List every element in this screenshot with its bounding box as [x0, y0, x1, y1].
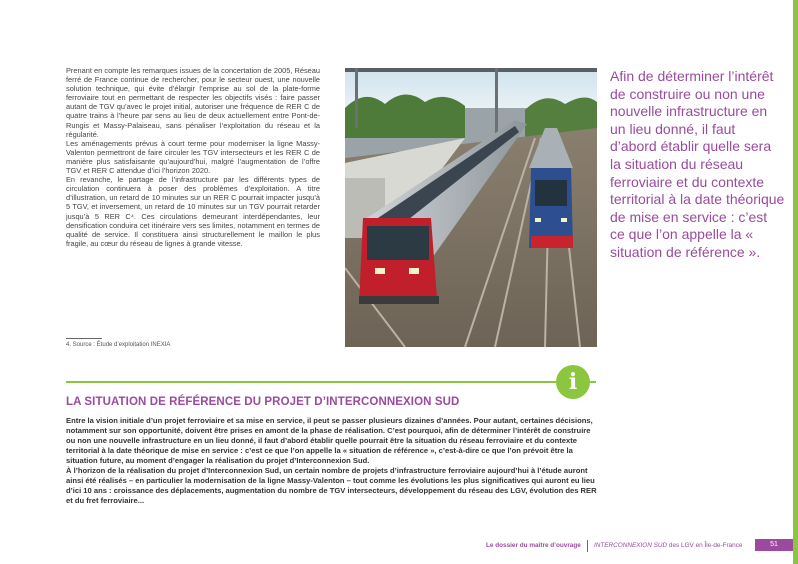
train-photo	[345, 68, 597, 347]
footer-label: Le dossier du maître d’ouvrage	[486, 542, 581, 549]
info-icon-glyph: i	[568, 369, 578, 395]
footnote-divider	[66, 338, 102, 339]
footer-separator	[587, 540, 588, 552]
section-body	[66, 416, 598, 506]
pullquote: Afin de déterminer l’intérêt de construire ou non une nouvelle infrastructure en un lieu donné, il faut d’abord établir quelle sera la situation du réseau ferroviaire et du contexte territorial à la date théorique de mise en service : c’est ce que l’on appelle la « situation de référence ».	[610, 68, 785, 260]
footer-title-italic: INTERCONNEXION SUD	[594, 542, 668, 549]
section-paragraph: À l’horizon de la réalisation du projet d’Interconnexion Sud, un certain nombre de projets d’infrastructure ferroviaire aujourd’hui à l’étude auront ainsi été réalisés – en particulier la modernisation de la ligne Massy-Valenton – tout comme les évolutions les plus significatives qui auront eu lieu d’ici 10 ans : croissance des déplacements, augmentation du nombre de TGV intersecteurs, développement du réseau des LGV, évolution des RER et du fret ferroviaire...	[66, 466, 597, 505]
page-edge-accent-bar	[793, 0, 798, 564]
section-paragraph: Entre la vision initiale d’un projet ferroviaire et sa mise en service, il peut se passer plusieurs dizaines d’années. Pour autant, certaines décisions, notamment sur son opportunité, doivent être prises en amont de la phase de réalisation. C’est pourquoi, afin de déterminer l’intérêt de construire ou non une nouvelle infrastructure en un lieu donné, il faut d’abord établir quelle pourrait être la situation du réseau ferroviaire et du contexte territorial à la date théorique de mise en service : c’est ce que l’on appelle la « situation de référence », c’est-à-dire ce que l’on prévoit être la situation future, au moment d’engager la réalisation du projet d’Interconnexion Sud.	[66, 416, 593, 465]
body-paragraph: Les aménagements prévus à court terme pour moderniser la ligne Massy-Valenton permettront de faire circuler les TGV intersecteurs et les RER C de manière plus satisfaisante qu’aujourd’hui, malgré l’augmentation de l’offre TGV et RER C attendue d’ici l’horizon 2020.	[66, 138, 320, 176]
info-icon	[556, 365, 590, 399]
footnote: 4. Source : Étude d’exploitation INEXIA	[66, 342, 171, 348]
section-divider	[66, 381, 596, 383]
body-paragraph: En revanche, le partage de l’infrastructure par les différents types de circulation continuera à poser des problèmes d’exploitation. A titre d’illustration, un retard de 10 minutes sur un RER C pourrait impacter jusqu’à 5 TGV, et inversement, un retard de 10 minutes sur un TGV pourrait retarder jusqu’à 5 RER C⁴. Ces circulations demeurant interdépendantes, leur densification conduira cet itinéraire vers ses limites, notamment en termes de qualité de service. Il constituera ainsi structurellement le maillon le plus fragile, au cœur du réseau de lignes à grande vitesse.	[66, 175, 320, 248]
footer-title	[594, 542, 742, 549]
body-paragraph: Prenant en compte les remarques issues de la concertation de 2005, Réseau ferré de France continue de rechercher, pour le secteur ouest, une nouvelle solution technique, qui évite d’élargir l’emprise au sol de la plate-forme ferroviaire tout en permettant de respecter les objectifs visés : faire passer autant de TGV qu’avec le projet initial, autoriser une fréquence de RER C de quatre trains à l’heure par sens au lieu de deux actuellement entre Pont-de-Rungis et Massy-Palaiseau, sans pénaliser l’exploitation du réseau et la régularité.	[66, 66, 320, 139]
page-footer	[0, 539, 793, 553]
page-number: 51	[755, 539, 793, 551]
section-title: LA SITUATION DE RÉFÉRENCE DU PROJET D’INTERCONNEXION SUD	[66, 396, 460, 408]
footer-title-rest: des LGV en Île-de-France	[667, 542, 743, 549]
body-text-column	[66, 66, 320, 248]
